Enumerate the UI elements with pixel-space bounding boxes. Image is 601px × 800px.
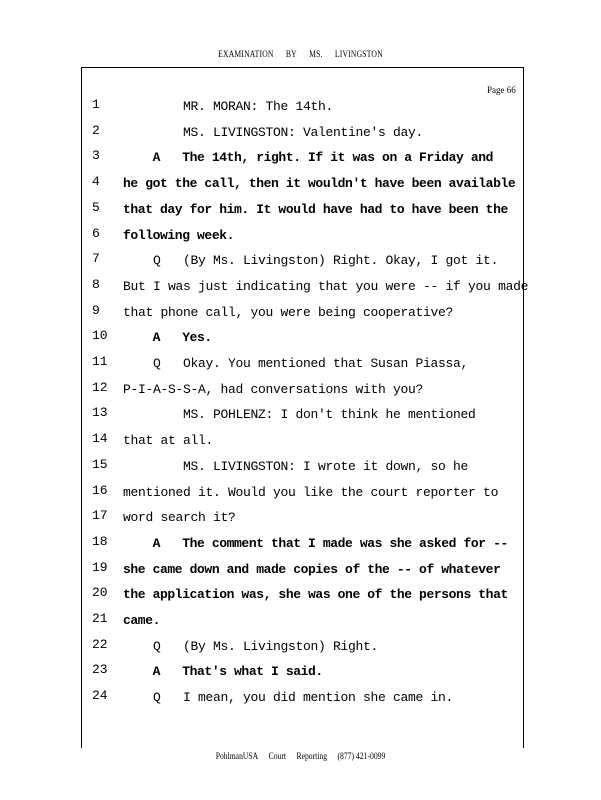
line-number: 12: [92, 380, 108, 395]
line-text: MS. POHLENZ: I don't think he mentioned: [123, 407, 476, 422]
line-number: 19: [92, 560, 108, 575]
line-number: 10: [92, 328, 108, 343]
line-text: that day for him. It would have had to have been the: [123, 202, 508, 217]
line-text: he got the call, then it wouldn't have been available: [123, 176, 516, 191]
line-text: MS. LIVINGSTON: I wrote it down, so he: [123, 459, 469, 474]
line-number: 16: [92, 483, 108, 498]
line-number: 13: [92, 405, 108, 420]
header-by: BY: [285, 49, 297, 59]
line-text: A Yes.: [123, 330, 212, 345]
line-text: MS. LIVINGSTON: Valentine's day.: [123, 125, 424, 140]
line-text: A The 14th, right. If it was on a Friday and: [123, 150, 494, 165]
footer-reporting: Reporting: [296, 751, 328, 761]
footer-phone: (877) 421-0099: [337, 751, 386, 761]
header-examination: EXAMINATION: [218, 49, 274, 59]
line-number: 7: [92, 251, 100, 266]
line-number: 2: [92, 123, 100, 138]
line-number: 23: [92, 662, 108, 677]
page-footer: [45, 751, 556, 761]
line-text: But I was just indicating that you were -- if you made: [123, 279, 529, 294]
page-number: Page 66: [487, 85, 516, 95]
line-number: 22: [92, 637, 108, 652]
page-header: [45, 49, 556, 59]
header-ms: MS.: [309, 49, 323, 59]
line-text: Q (By Ms. Livingston) Right.: [123, 639, 379, 654]
line-number: 20: [92, 585, 108, 600]
line-text: P-I-A-S-S-A, had conversations with you?: [123, 382, 424, 397]
line-text: mentioned it. Would you like the court reporter to: [123, 485, 499, 500]
line-number: 5: [92, 200, 100, 215]
line-number: 24: [92, 688, 108, 703]
line-text: that at all.: [123, 433, 214, 448]
line-text: MR. MORAN: The 14th.: [123, 99, 334, 114]
line-text: Q (By Ms. Livingston) Right. Okay, I got it.: [123, 253, 499, 268]
line-number: 9: [92, 303, 100, 318]
line-text: A The comment that I made was she asked for --: [123, 536, 508, 551]
line-text: came.: [123, 613, 161, 628]
line-text: Q I mean, you did mention she came in.: [123, 690, 454, 705]
line-text: Q Okay. You mentioned that Susan Piassa,: [123, 356, 469, 371]
line-number: 1: [92, 97, 100, 112]
line-number: 4: [92, 174, 100, 189]
footer-company: PohlmanUSA: [215, 751, 259, 761]
line-text: word search it?: [123, 510, 236, 525]
header-livingston: LIVINGSTON: [334, 49, 383, 59]
line-number: 17: [92, 508, 108, 523]
line-number: 18: [92, 534, 108, 549]
line-number: 15: [92, 457, 108, 472]
line-number: 6: [92, 226, 100, 241]
line-text: she came down and made copies of the -- of whatever: [123, 562, 501, 577]
line-text: the application was, she was one of the persons that: [123, 587, 508, 602]
line-number: 3: [92, 148, 100, 163]
line-number: 8: [92, 277, 100, 292]
line-text: A That's what I said.: [123, 664, 323, 679]
footer-court: Court: [268, 751, 287, 761]
line-number: 11: [92, 354, 108, 369]
line-number: 14: [92, 431, 108, 446]
line-text: that phone call, you were being cooperative?: [123, 305, 454, 320]
line-text: following week.: [123, 228, 235, 243]
line-number: 21: [92, 611, 108, 626]
